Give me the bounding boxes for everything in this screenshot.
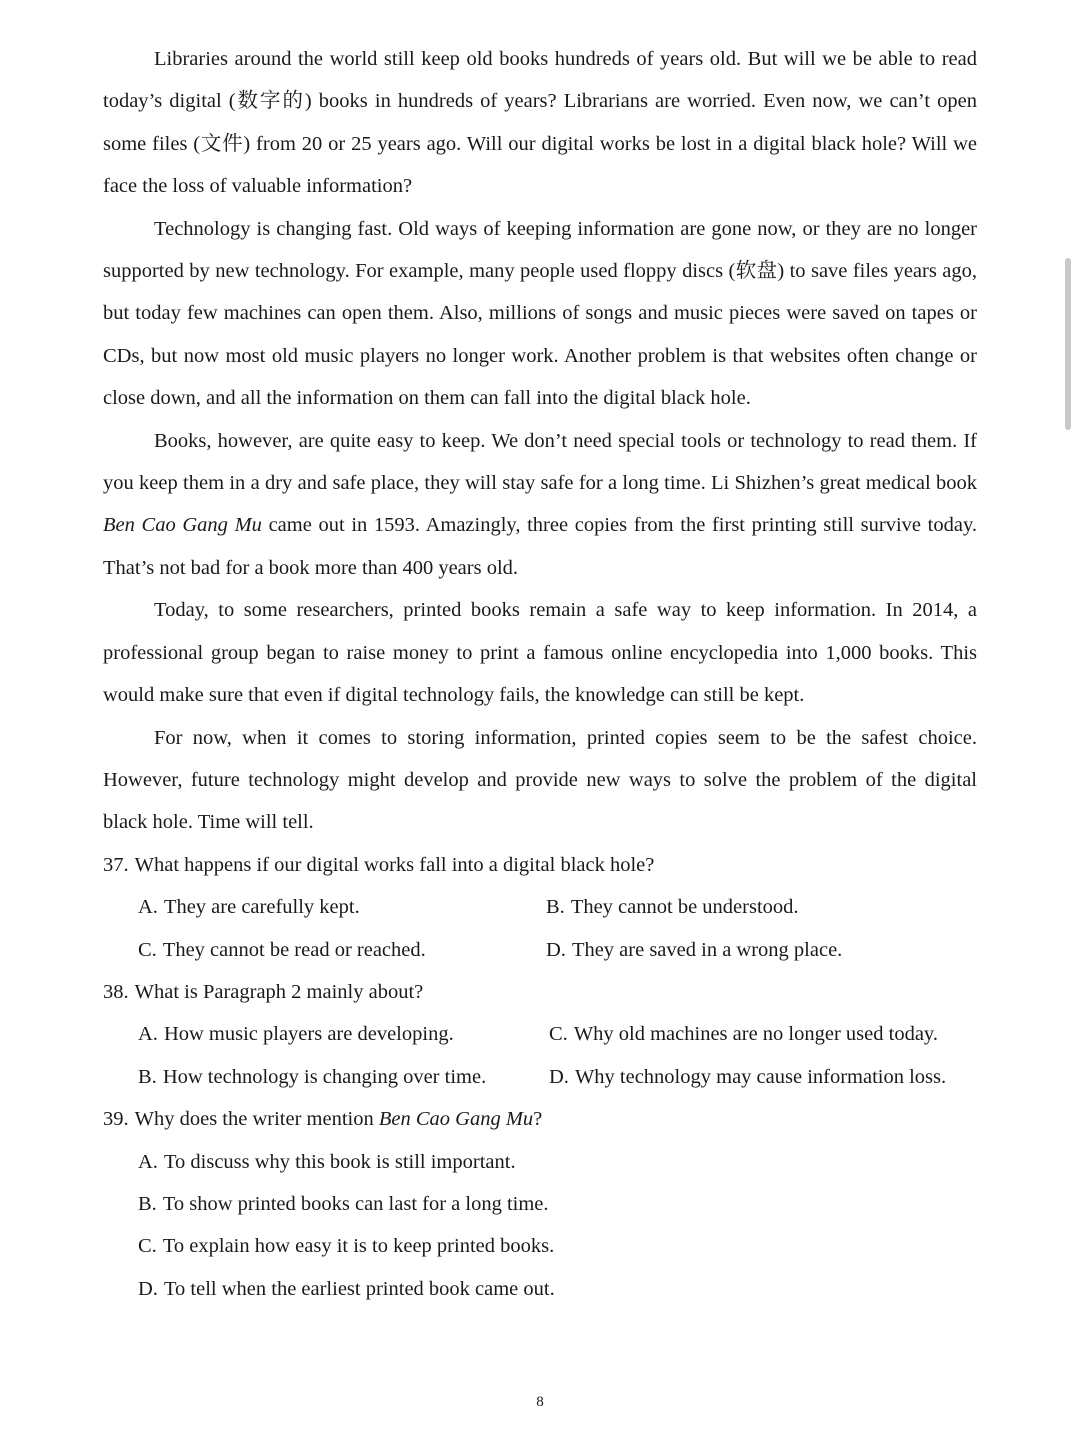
- question-stem: [103, 971, 977, 1013]
- exam-page: [103, 38, 977, 1310]
- question-37: [103, 844, 977, 971]
- option-text: They cannot be understood.: [570, 896, 799, 919]
- option-letter: C.: [138, 938, 157, 961]
- option-letter: B.: [138, 1065, 157, 1088]
- option-letter: B.: [138, 1192, 157, 1215]
- passage-paragraph-2: Technology is changing fast. Old ways of keeping information are gone now, or they are no longer supported by new technology. For example, many people used floppy discs (软盘) to save files years ago, but today few machines can open them. Also, millions of songs and music pieces were saved on tapes or CDs, but now most old music players no longer work. Another problem is that websites often change or close down, and all the information on them can fall into the digital black hole.: [103, 217, 977, 410]
- option-b[interactable]: [138, 1056, 549, 1098]
- option-b[interactable]: [138, 1183, 977, 1225]
- option-text: To discuss why this book is still important.: [163, 1150, 516, 1173]
- option-c[interactable]: [138, 1225, 977, 1267]
- option-letter: D.: [138, 1277, 158, 1300]
- option-d[interactable]: [546, 929, 977, 971]
- question-stem: [103, 1098, 977, 1140]
- passage-paragraph-5: For now, when it comes to storing information, printed copies seem to be the safest choice. However, future technology might develop and provide new ways to solve the problem of the digital black hole. Time will tell.: [103, 726, 977, 834]
- options: [103, 1013, 977, 1098]
- option-text: Why technology may cause information loss.: [574, 1065, 947, 1088]
- option-letter: C.: [549, 1023, 568, 1046]
- option-text: They cannot be read or reached.: [162, 938, 426, 961]
- question-number: 39.: [103, 1108, 129, 1131]
- option-c[interactable]: [138, 929, 546, 971]
- question-number: 37.: [103, 853, 129, 876]
- option-letter: A.: [138, 1150, 158, 1173]
- option-a[interactable]: [138, 1013, 549, 1055]
- option-letter: D.: [546, 938, 566, 961]
- paragraph-3-text-start: Books, however, are quite easy to keep. We don’t need special tools or technology to read them. If you keep them in a dry and safe place, they will stay safe for a long time. Li Shizhen’s great medical book: [103, 429, 977, 495]
- options: [103, 1141, 977, 1311]
- option-a[interactable]: [138, 1141, 977, 1183]
- page-number: 8: [536, 1394, 544, 1410]
- options: [103, 886, 977, 971]
- question-text: What is Paragraph 2 mainly about?: [134, 980, 424, 1003]
- question-text: What happens if our digital works fall into a digital black hole?: [134, 853, 655, 876]
- question-39: [103, 1098, 977, 1310]
- passage-paragraph-1: Libraries around the world still keep old books hundreds of years old. But will we be able to read today’s digital (数字的) books in hundreds of years? Librarians are worried. Even now, we can’t open some files (文件) from 20 or 25 years ago. Will our digital works be lost in a digital black hole? Will we face the loss of valuable information?: [103, 48, 977, 198]
- option-text: How technology is changing over time.: [162, 1065, 487, 1088]
- question-number: 38.: [103, 980, 129, 1003]
- passage-paragraph-4: Today, to some researchers, printed books remain a safe way to keep information. In 2014, a professional group began to raise money to print a famous online encyclopedia into 1,000 books. This would make sure that even if digital technology fails, the knowledge can still be kept.: [103, 599, 977, 707]
- option-c[interactable]: [549, 1013, 977, 1055]
- option-letter: C.: [138, 1235, 157, 1258]
- option-text: They are saved in a wrong place.: [571, 938, 843, 961]
- option-text: How music players are developing.: [163, 1023, 454, 1046]
- option-letter: A.: [138, 1023, 158, 1046]
- paragraph-3-text-end: came out in 1593. Amazingly, three copies from the first printing still survive today. That’s not bad for a book more than 400 years old.: [103, 514, 977, 579]
- option-text: To show printed books can last for a long time.: [162, 1192, 549, 1215]
- option-letter: D.: [549, 1065, 569, 1088]
- option-d[interactable]: [549, 1056, 977, 1098]
- option-text: Why old machines are no longer used today.: [573, 1023, 938, 1046]
- question-stem: [103, 844, 977, 886]
- question-text-start: Why does the writer mention: [134, 1108, 379, 1131]
- question-38: [103, 971, 977, 1098]
- option-a[interactable]: [138, 886, 546, 928]
- option-text: To explain how easy it is to keep printed books.: [162, 1235, 555, 1258]
- book-title: Ben Cao Gang Mu: [103, 514, 262, 537]
- option-d[interactable]: [138, 1268, 977, 1310]
- vertical-scrollbar[interactable]: [1065, 258, 1071, 430]
- option-text: They are carefully kept.: [163, 896, 360, 919]
- option-b[interactable]: [546, 886, 977, 928]
- option-letter: B.: [546, 896, 565, 919]
- book-title: Ben Cao Gang Mu: [378, 1108, 534, 1131]
- option-letter: A.: [138, 896, 158, 919]
- passage-paragraph-3: [103, 420, 977, 590]
- option-text: To tell when the earliest printed book came out.: [163, 1277, 555, 1300]
- question-text-end: ?: [533, 1108, 543, 1131]
